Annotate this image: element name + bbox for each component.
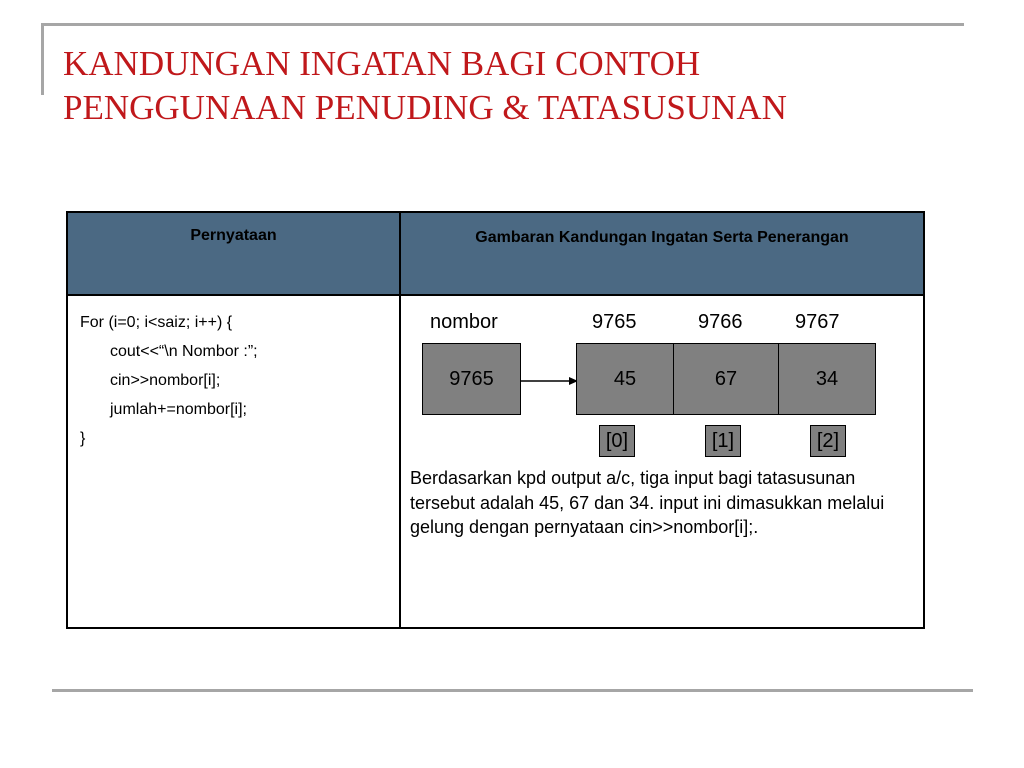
slide-title-line-1: KANDUNGAN INGATAN BAGI CONTOH [63,44,701,83]
pointer-label: nombor [430,311,498,333]
pointer-cell: 9765 [422,343,521,415]
explanation-text: Berdasarkan kpd output a/c, tiga input bagi tatasusunan tersebut adalah 45, 67 dan 34. input ini dimasukkan melalui gelung dengan pernyataan cin>>nombor[i];. [410,468,885,537]
frame-left-line [41,23,44,95]
array-cell: 45 [576,343,674,415]
array-cell: 67 [673,343,779,415]
code-line: cin>>nombor[i]; [110,372,221,389]
slide-title [63,42,963,130]
array-index: [0] [599,425,635,457]
header-description: Gambaran Kandungan Ingatan Serta Penerangan [401,213,923,296]
code-line: jumlah+=nombor[i]; [110,401,247,418]
address-label: 9767 [795,311,840,333]
frame-bottom-line [52,689,973,692]
code-line: } [80,430,86,447]
slide-title-line-2: PENGGUNAAN PENUDING & TATASUSUNAN [63,88,787,127]
memory-table [66,211,925,629]
array-cell: 34 [778,343,876,415]
address-label: 9766 [698,311,743,333]
array-index: [1] [705,425,741,457]
code-block [80,308,258,453]
column-divider [399,296,401,627]
header-statement: Pernyataan [68,213,401,296]
address-label: 9765 [592,311,637,333]
code-line: cout<<“\n Nombor :”; [110,343,258,360]
pointer-arrow [521,372,579,388]
array-index: [2] [810,425,846,457]
frame-top-line [41,23,964,26]
code-line: For (i=0; i<saiz; i++) { [80,314,233,331]
